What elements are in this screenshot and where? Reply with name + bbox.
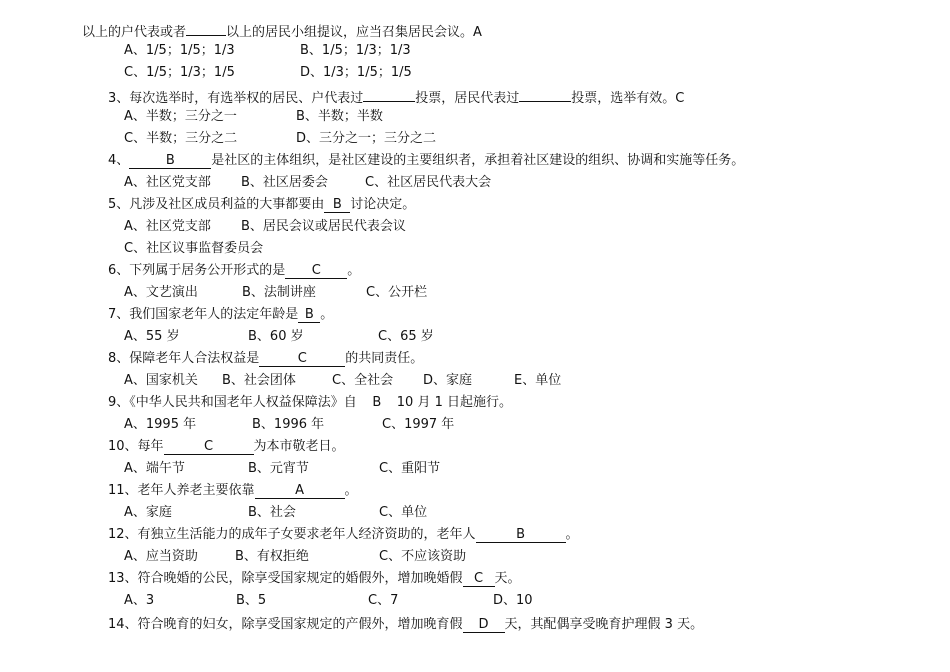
option-b: B、法制讲座 <box>242 285 316 300</box>
question-text: 以上的居民小组提议，应当召集居民会议。A <box>226 25 482 40</box>
options-line <box>124 63 724 83</box>
options-line <box>124 217 724 237</box>
option-a: A、社区党支部 <box>124 175 211 190</box>
options-line <box>124 591 724 611</box>
option-a: A、社区党支部 <box>124 219 211 234</box>
option-c: C、公开栏 <box>366 285 428 300</box>
option-b: B、社会 <box>248 505 296 520</box>
question-5 <box>108 195 415 215</box>
answer-blank: B <box>298 306 320 323</box>
question-text: 的共同责任。 <box>345 351 424 366</box>
question-text: 讨论决定。 <box>350 197 416 212</box>
question-text: 投票，选举有效。C <box>571 91 685 106</box>
options-line <box>124 173 724 193</box>
answer-blank: C <box>285 262 347 279</box>
question-text: 。 <box>344 483 358 498</box>
question-text: 13、符合晚婚的公民，除享受国家规定的婚假外，增加晚婚假 <box>108 571 463 586</box>
question-12 <box>108 525 579 545</box>
option-b: B、5 <box>236 593 267 608</box>
options-line <box>124 107 724 127</box>
options-line <box>124 371 724 391</box>
answer-blank <box>186 19 226 36</box>
answer-blank: B <box>476 526 566 543</box>
answer-blank <box>363 85 415 102</box>
option-c: C、不应该资助 <box>379 549 467 564</box>
options-line <box>124 129 724 149</box>
option-a: A、半数；三分之一 <box>124 109 237 124</box>
options-line <box>124 283 724 303</box>
question-text: 9、《中华人民共和国老年人权益保障法》自 <box>108 395 357 410</box>
option-d: D、1/3；1/5；1/5 <box>300 65 412 80</box>
question-text: 。 <box>347 263 361 278</box>
option-a: A、1/5；1/5；1/3 <box>124 43 235 58</box>
question-text: 。 <box>565 527 579 542</box>
option-c: C、全社会 <box>332 373 394 388</box>
question-text: 以上的户代表或者 <box>82 25 187 40</box>
option-b: B、1/5；1/3；1/3 <box>300 43 411 58</box>
option-a: A、家庭 <box>124 505 172 520</box>
question-11 <box>108 481 358 501</box>
option-b: B、半数；半数 <box>296 109 383 124</box>
question-13 <box>108 569 521 589</box>
option-b: B、社区居委会 <box>241 175 328 190</box>
question-text: 3、每次选举时，有选举权的居民、户代表过 <box>108 91 364 106</box>
question-text: 4、 <box>108 153 130 168</box>
option-c: C、65 岁 <box>378 329 434 344</box>
option-c: C、重阳节 <box>379 461 441 476</box>
option-c: C、1997 年 <box>382 417 455 432</box>
option-b: B、60 岁 <box>248 329 304 344</box>
question-14 <box>108 615 703 635</box>
option-c: C、1/5；1/3；1/5 <box>124 65 235 80</box>
option-a: A、3 <box>124 593 155 608</box>
question-text: 14、符合晚育的妇女，除享受国家规定的产假外，增加晚育假 <box>108 617 463 632</box>
answer-text: B <box>372 395 382 410</box>
question-9 <box>108 393 512 413</box>
option-a: A、应当资助 <box>124 549 198 564</box>
question-6 <box>108 261 360 281</box>
question-text: 11、老年人养老主要依靠 <box>108 483 255 498</box>
question-text: 12、有独立生活能力的成年子女要求老年人经济资助的，老年人 <box>108 527 476 542</box>
option-c: C、社区议事监督委员会 <box>124 241 264 256</box>
option-a: A、国家机关 <box>124 373 198 388</box>
option-a: A、端午节 <box>124 461 185 476</box>
option-d: D、三分之一；三分之二 <box>296 131 437 146</box>
answer-blank: C <box>259 350 345 367</box>
option-a: A、1995 年 <box>124 417 197 432</box>
options-line <box>124 239 724 259</box>
answer-blank: D <box>463 616 505 633</box>
answer-blank: B <box>129 152 211 169</box>
question-7 <box>108 305 333 325</box>
options-line <box>124 503 724 523</box>
question-3 <box>108 85 684 105</box>
option-b: B、居民会议或居民代表会议 <box>241 219 406 234</box>
question-text: 。 <box>320 307 334 322</box>
question-10 <box>108 437 345 457</box>
question-text: 是社区的主体组织，是社区建设的主要组织者，承担着社区建设的组织、协调和实施等任务。 <box>211 153 745 168</box>
answer-blank: B <box>324 196 350 213</box>
question-text: 投票，居民代表过 <box>415 91 520 106</box>
question-continuation-line <box>82 19 482 39</box>
options-line <box>124 459 724 479</box>
option-a: A、文艺演出 <box>124 285 198 300</box>
question-text: 5、凡涉及社区成员利益的大事都要由 <box>108 197 325 212</box>
option-c: C、7 <box>368 593 399 608</box>
option-b: B、社会团体 <box>222 373 296 388</box>
option-b: B、有权拒绝 <box>235 549 309 564</box>
options-line <box>124 327 724 347</box>
option-b: B、1996 年 <box>252 417 325 432</box>
answer-blank: C <box>463 570 495 587</box>
option-c: C、半数；三分之二 <box>124 131 238 146</box>
option-b: B、元宵节 <box>248 461 309 476</box>
question-4 <box>108 151 744 171</box>
question-text: 10、每年 <box>108 439 164 454</box>
option-d: D、10 <box>493 593 533 608</box>
question-text: 10 月 1 日起施行。 <box>396 395 512 410</box>
options-line <box>124 415 724 435</box>
options-line <box>124 547 724 567</box>
option-e: E、单位 <box>514 373 562 388</box>
question-text: 6、下列属于居务公开形式的是 <box>108 263 286 278</box>
option-d: D、家庭 <box>423 373 473 388</box>
question-text: 8、保障老年人合法权益是 <box>108 351 260 366</box>
question-text: 天。 <box>494 571 521 586</box>
option-a: A、55 岁 <box>124 329 180 344</box>
question-8 <box>108 349 423 369</box>
option-c: C、社区居民代表大会 <box>365 175 492 190</box>
question-text: 为本市敬老日。 <box>253 439 345 454</box>
answer-blank: C <box>164 438 254 455</box>
question-text: 天，其配偶享受晚育护理假 3 天。 <box>504 617 704 632</box>
options-line <box>124 41 724 61</box>
answer-blank: A <box>255 482 345 499</box>
option-c: C、单位 <box>379 505 428 520</box>
answer-blank <box>519 85 571 102</box>
question-text: 7、我们国家老年人的法定年龄是 <box>108 307 299 322</box>
